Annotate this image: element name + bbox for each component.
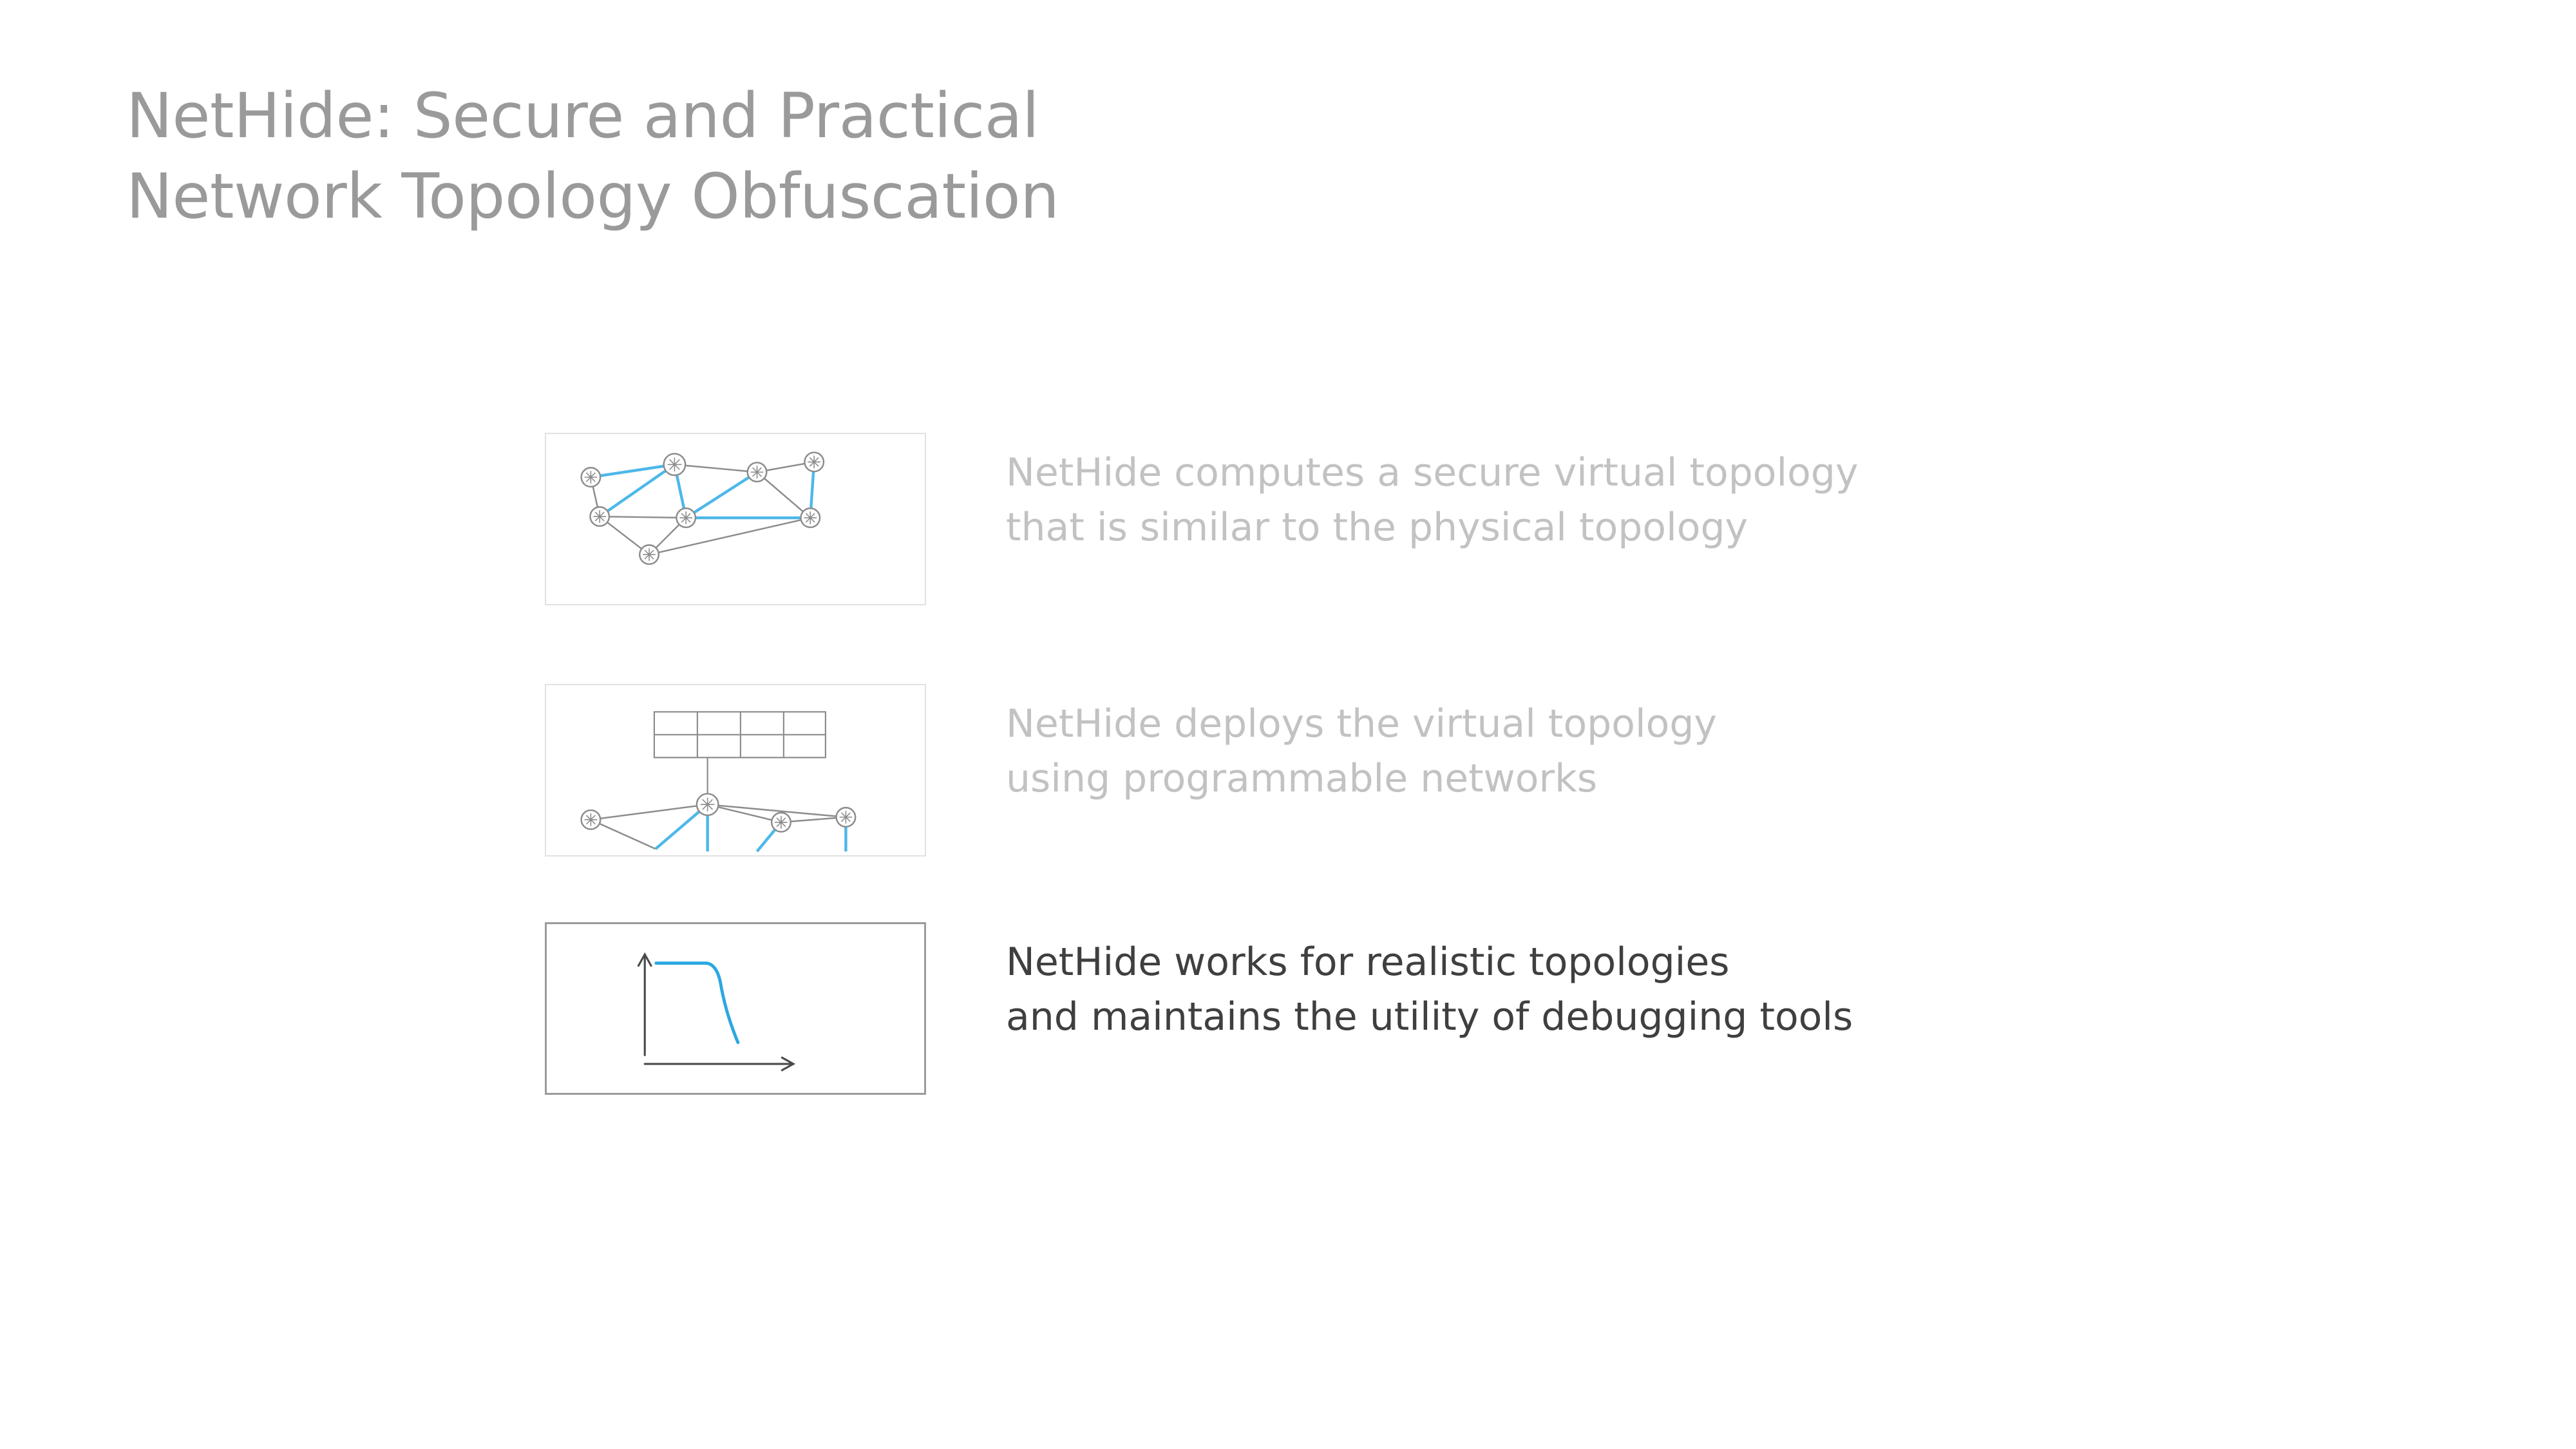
bullet-line: that is similar to the physical topology <box>1006 505 1748 551</box>
thumbnail-evaluation-chart <box>545 922 926 1095</box>
page-title <box>126 76 1801 237</box>
bullet-line: using programmable networks <box>1006 756 1598 802</box>
bullet-text-deployment <box>1006 684 1717 806</box>
bullet-line: NetHide works for realistic topologies <box>1006 940 1730 985</box>
bullet-line: NetHide deploys the virtual topology <box>1006 701 1717 746</box>
page-title-line-2: Network Topology Obfuscation <box>126 160 1059 232</box>
flow-table-with-network-icon <box>546 685 925 855</box>
thumbnail-deployment <box>545 684 926 857</box>
page-title-line-1: NetHide: Secure and Practical <box>126 80 1039 152</box>
bullet-row-deployment <box>0 684 1717 857</box>
bullet-line: and maintains the utility of debugging tools <box>1006 994 1853 1040</box>
bullet-text-evaluation <box>1006 922 1853 1045</box>
bullet-line: NetHide computes a secure virtual topology <box>1006 450 1859 495</box>
line-chart-axes-icon <box>547 924 924 1093</box>
bullet-row-virtual-topology <box>0 433 1859 605</box>
network-topology-graph-icon <box>546 434 925 604</box>
bullet-row-evaluation <box>0 922 1853 1095</box>
bullet-text-virtual-topology <box>1006 433 1859 555</box>
thumbnail-network-topology <box>545 433 926 605</box>
